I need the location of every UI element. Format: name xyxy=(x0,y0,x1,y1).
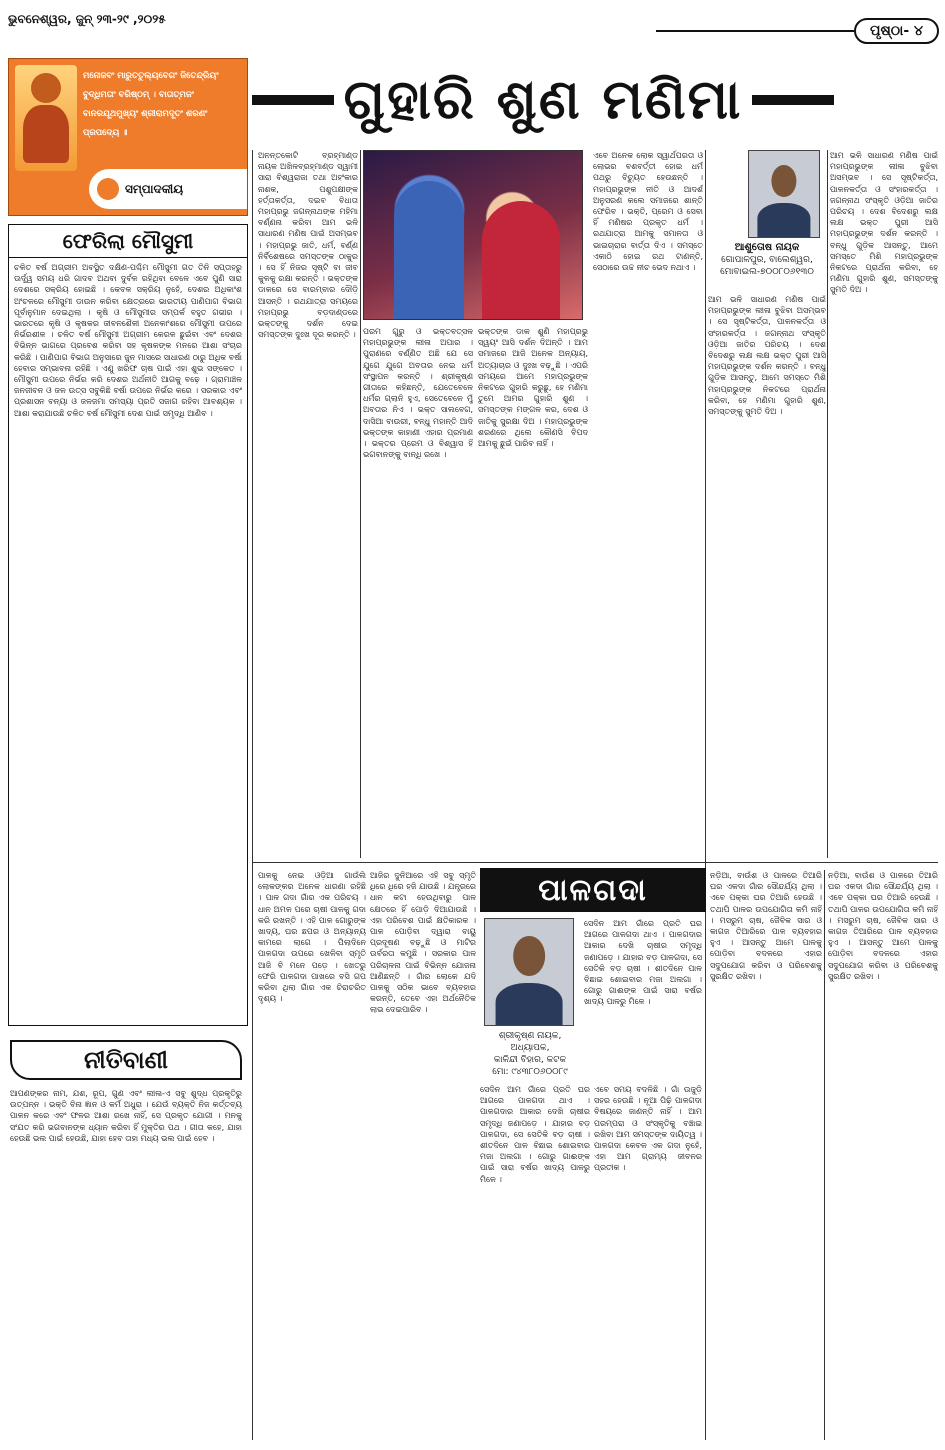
section-divider xyxy=(252,862,938,863)
column-rule xyxy=(252,150,253,1440)
lead-col-2: ପରମ ଗୁରୁ ଓ ଭକ୍ତବତ୍ସଳ ମହାପ୍ରଭୁଙ୍କ ଲୀଳା ଅପାର । ପୁରାଣରେ ବର୍ଣ୍ଣିତ ଅଛି ଯେ ସେ ଯୁଗେ ଯୁଗେ ଅବତାର ନେଇ ଧର୍ମ ସଂସ୍ଥାପନ କରନ୍ତି । ଶ୍ରୀକୃଷ୍ଣ ଗୀତାରେ କହିଛନ୍ତି, ଯେତେବେଳେ ଧର୍ମର ଗ୍ଲାନି ହୁଏ, ସେତେବେଳେ ମୁଁ ଅବତାର ନିଏ । ଭକ୍ତ ସାଲବେଗ, ଦାସିଆ ବାଉରୀ, ବନ୍ଧୁ ମହାନ୍ତି ଆଦି ଭକ୍ତଙ୍କ କାହାଣୀ ଏହାର ପ୍ରମାଣ । ଭକ୍ତର ପ୍ରେମ ଓ ବିଶ୍ୱାସ ହିଁ ଭଗବାନଙ୍କୁ ବାନ୍ଧି ରଖେ । xyxy=(363,327,473,460)
palagada-col-b: ଆଜିର ଦୁନିଆରେ ଏହି ସବୁ ସ୍ମୃତି ଧିରେ ଧିରେ ହଜି ଯାଉଛି । ଯନ୍ତ୍ରରେ ଧାନ କଟା ହେଉଥିବାରୁ ପାଳ କ୍ଷେତରେ ହିଁ ପୋଡ଼ି ଦିଆଯାଉଛି । ଏହା ପରିବେଶ ପାଇଁ କ୍ଷତିକାରକ । ପାଳ ପୋଡ଼ିବା ଦ୍ୱାରା ବାୟୁ ପ୍ରଦୂଷଣ ବଢ଼ୁଛି ଓ ମାଟିର ଉର୍ବରତା କମୁଛି । ସରକାର ପାଳ ପରିଚାଳନା ପାଇଁ ବିଭିନ୍ନ ଯୋଜନା ଆଣିଛନ୍ତି । ଗାଁର ଲୋକେ ଯଦି ପାଳକୁ ସଠିକ ଭାବେ ବ୍ୟବହାର କରନ୍ତି, ତେବେ ଏହା ଅର୍ଥନୈତିକ ଲାଭ ଦେଇପାରିବ । xyxy=(370,871,476,1015)
palagada-col-e: ନଡ଼ିଆ, ବାଉଁଶ ଓ ପାଳରେ ତିଆରି ଘର ଏକଦା ଗାଁର ସୌନ୍ଦର୍ଯ୍ୟ ଥିଲା । ଏବେ ପକ୍କା ଘର ତିଆରି ହେଉଛି । ତଥାପି ପାଳର ଉପଯୋଗିତା କମି ନାହିଁ । ମସରୁମ ଚାଷ, ଜୈବିକ ସାର ଓ କାଗଜ ତିଆରିରେ ପାଳ ବ୍ୟବହାର ହୁଏ । ଆସନ୍ତୁ ଆମେ ପାଳକୁ ପୋଡ଼ିବା ବଦଳରେ ଏହାର ସଦୁପଯୋଗ କରିବା ଓ ପରିବେଶକୁ ସୁରକ୍ଷିତ ରଖିବା । xyxy=(710,871,822,981)
palagada-col-f: ନଡ଼ିଆ, ବାଉଁଶ ଓ ପାଳରେ ତିଆରି ଘର ଏକଦା ଗାଁର ସୌନ୍ଦର୍ଯ୍ୟ ଥିଲା । ଏବେ ପକ୍କା ଘର ତିଆରି ହେଉଛି । ତଥାପି ପାଳର ଉପଯୋଗିତା କମି ନାହିଁ । ମସରୁମ ଚାଷ, ଜୈବିକ ସାର ଓ କାଗଜ ତିଆରିରେ ପାଳ ବ୍ୟବହାର ହୁଏ । ଆସନ୍ତୁ ଆମେ ପାଳକୁ ପୋଡ଼ିବା ବଦଳରେ ଏହାର ସଦୁପଯୋଗ କରିବା ଓ ପରିବେଶକୁ ସୁରକ୍ଷିତ ରଖିବା । xyxy=(828,871,938,981)
palagada-title: ପାଳଗଦା xyxy=(480,868,706,912)
palagada-col-c: ସେଦିନ ଆମ ଗାଁରେ ପ୍ରତି ଘର ଆଗରେ ପାଳଗଦା ଥାଏ । ପାଳଗଦାର ଆକାର ଦେଖି ଚାଷୀର ସମୃଦ୍ଧି ଜଣାପଡ଼େ । ଯାହାର ବଡ଼ ପାଳଗଦା, ସେ ସେତିକି ବଡ଼ ଚାଷୀ । ଶୀତଦିନେ ପାଳ ବିଛାଇ ଶୋଇବାର ମଜା ଅଲଗା । ଗୋରୁ ଗାଈଙ୍କ ପାଇଁ ସାରା ବର୍ଷର ଖାଦ୍ୟ ପାଳରୁ ମିଳେ । xyxy=(480,1085,590,1184)
byline-place: କାଳିନ୍ଦୀ ବିହାର, କଟକ xyxy=(493,1055,567,1065)
lead-col-3: ଭକ୍ତଙ୍କ ଡାକ ଶୁଣି ମହାପ୍ରଭୁ ସ୍ୱୟଂ ଆସି ଦର୍ଶନ ଦିଅନ୍ତି । ଆମ ସମାଜରେ ଆଜି ଅନେକ ଅନ୍ୟାୟ, ଅତ୍ୟାଚାର ଓ ଦୁଃଖ ବଢ଼ୁଛି । ଏପରି ସମୟରେ ଆମେ ମହାପ୍ରଭୁଙ୍କ ନିକଟରେ ଗୁହାରି କରୁଛୁ, ହେ ମଣିମା ତୁମେ ଆମର ଗୁହାରି ଶୁଣ । ସମସ୍ତଙ୍କ ମଙ୍ଗଳ କର, ଦେଶ ଓ ଜାତିକୁ ସୁରକ୍ଷା ଦିଅ । ମହାପ୍ରଭୁଙ୍କ ଶରଣରେ ଥିଲେ କୌଣସି ବିପଦ ଆମକୁ ଛୁଇଁ ପାରିବ ନାହିଁ । xyxy=(478,327,588,449)
byline-name: ଶ୍ରୀକୃଷ୍ଣ ନାୟକ, ଅଧ୍ୟାପକ, xyxy=(498,1031,562,1053)
krishna-radha-photo xyxy=(363,150,583,320)
byline-caption xyxy=(480,1030,580,1080)
editorial-box xyxy=(8,224,248,1026)
author-head-icon xyxy=(771,165,796,198)
byline-phone: ମୋ: ୯୪୩୮୦୬୦୦୮୯ xyxy=(492,1067,568,1077)
byline-body-icon xyxy=(496,983,563,1025)
lead-headline: ଗୁହାରି ଶୁଣ ମଣିମା xyxy=(343,68,743,131)
column-rule xyxy=(827,150,828,858)
byline-head-icon xyxy=(513,936,545,976)
author-caption xyxy=(708,242,826,290)
lead-col-4b: ଆମ ଭଳି ସାଧାରଣ ମଣିଷ ପାଇଁ ମହାପ୍ରଭୁଙ୍କ ଲୀଳା ବୁଝିବା ଅସମ୍ଭବ । ସେ ସୃଷ୍ଟିକର୍ତ୍ତା, ପାଳନକର୍ତ୍ତା ଓ ସଂହାରକର୍ତ୍ତା । ଜଗନ୍ନାଥ ସଂସ୍କୃତି ଓଡ଼ିଆ ଜାତିର ପରିଚୟ । ଦେଶ ବିଦେଶରୁ ଲକ୍ଷ ଲକ୍ଷ ଭକ୍ତ ପୁରୀ ଆସି ମହାପ୍ରଭୁଙ୍କ ଦର୍ଶନ କରନ୍ତି । ବନ୍ଧୁ ଗୁଡ଼ିକ ଆସନ୍ତୁ, ଆମେ ସମସ୍ତେ ମିଶି ମହାପ୍ରଭୁଙ୍କ ନିକଟରେ ପ୍ରାର୍ଥନା କରିବା, ହେ ମଣିମା ଗୁହାରି ଶୁଣ, ସମସ୍ତଙ୍କୁ ସୁମତି ଦିଅ । xyxy=(708,295,826,417)
author-phone: ମୋବାଇଲ-୭୦୦୮୦୬୧୩୦ xyxy=(720,267,814,277)
author-name: ଆଶୁତୋଷ ନାୟକ xyxy=(734,242,800,253)
masthead-box xyxy=(8,58,248,216)
headline-rule-left xyxy=(252,95,334,105)
editorial-logo-text: ସମ୍ପାଦକୀୟ xyxy=(125,181,184,196)
palagada-col-d: ଏବେ ସମୟ ବଦଳିଛି । ଗାଁ ଉଜୁଡ଼ି ସହର ହେଉଛି । ନୂଆ ପିଢ଼ି ପାଳଗଦା ବିଷୟରେ ଜାଣନ୍ତି ନାହିଁ । ଆମ ପରମ୍ପରା ଓ ସଂସ୍କୃତିକୁ ବଞ୍ଚାଇ ରଖିବା ଆମ ସମସ୍ତଙ୍କ ଦାୟିତ୍ୱ । ପାଳଗଦା କେବଳ ଏକ ଗଦା ନୁହେଁ, ଏହା ଆମ ଗ୍ରାମ୍ୟ ଜୀବନର ପ୍ରତୀକ । xyxy=(594,1085,702,1173)
byline-photo xyxy=(484,918,574,1026)
headline-rule-right xyxy=(752,95,834,105)
masthead-verse: ମନୋଜବଂ ମାରୁତତୁଲ୍ୟବେଗଂ ଜିତେନ୍ଦ୍ରିୟଂ ବୁଦ୍ଧିମତାଂ ବରିଷ୍ଠମ୍ । ବାତାତ୍ମଜଂ ବାନରଯୂଥମୁଖ୍ୟଂ ଶ୍ରୀରାମଦୂତଂ ଶରଣଂ ପ୍ରପଦ୍ୟେ ॥ xyxy=(83,71,219,138)
date-line: ଭୁବନେଶ୍ୱର, ଜୁନ୍ ୨୩-୨୯ ,୨୦୨୫ xyxy=(8,12,166,26)
page-number-badge: ପୃଷ୍ଠା- ୪ xyxy=(854,18,939,44)
author-photo xyxy=(748,150,820,238)
column-rule xyxy=(824,870,825,1440)
editorial-logo xyxy=(89,169,247,209)
editorial-title: ଫେରିଲା ମୌସୁମୀ xyxy=(9,225,247,258)
lead-headline-row xyxy=(252,60,834,140)
palagada-col-c-top: ସେଦିନ ଆମ ଗାଁରେ ପ୍ରତି ଘର ଆଗରେ ପାଳଗଦା ଥାଏ । ପାଳଗଦାର ଆକାର ଦେଖି ଚାଷୀର ସମୃଦ୍ଧି ଜଣାପଡ଼େ । ଯାହାର ବଡ଼ ପାଳଗଦା, ସେ ସେତିକି ବଡ଼ ଚାଷୀ । ଶୀତଦିନେ ପାଳ ବିଛାଇ ଶୋଇବାର ମଜା ଅଲଗା । ଗୋରୁ ଗାଈଙ୍କ ପାଇଁ ସାରା ବର୍ଷର ଖାଦ୍ୟ ପାଳରୁ ମିଳେ । xyxy=(584,919,702,1007)
editorial-body: ଚଳିତ ବର୍ଷ ଅଗ୍ରୀମ ଅବସ୍ଥିତ ଦକ୍ଷିଣ-ପଶ୍ଚିମ ମୌସୁମୀ ଗତ ତିନି ସପ୍ତାହରୁ ଊର୍ଦ୍ଧ୍ୱ ସମୟ ଧରି ଗାଦବ ଅଥବା ଦୁର୍ବଳ ରହିଥିବା ବେଳେ ଏବେ ପୁଣି ସାରା ଦେଶରେ ସକ୍ରିୟ ହୋଇଛି । କେବଳ ସକ୍ରିୟ ନୁହେଁ, ଦେଶର ଅଧିକାଂଶ ଅଂଚଳରେ ମୌସୁମୀ ଡାଉନ କରିବା କ୍ଷେତ୍ରରେ ଭାରତୀୟ ପାଣିପାଗ ବିଭାଗ ପୂର୍ବାନୁମାନ ଦେଇଥିଲା । କୃଷି ଓ ମୌସୁମୀର ସମ୍ପର୍କ ବହୁତ ଗଭୀର । ଭାରତରେ କୃଷି ଓ କୃଷକର ଜୀବନଶୈଳୀ ଅନେକାଂଶରେ ମୌସୁମୀ ଉପରେ ନିର୍ଭରଶୀଳ । ଚଳିତ ବର୍ଷ ମୌସୁମୀ ଅଗ୍ରୀମ କେରଳ ଛୁଇଁବା ଏବଂ ଦେଶର ବିଭିନ୍ନ ଭାଗରେ ପ୍ରବେଶ କରିବା ସହ କୃଷକଙ୍କ ମନରେ ଆଶା ସଂଚାର କରିଛି । ପାଣିପାଗ ବିଭାଗ ଅନୁସାରେ ଜୁନ ମାସରେ ସାଧାରଣ ଠାରୁ ଅଧିକ ବର୍ଷା ହେବାର ସମ୍ଭାବନା ରହିଛି । ଏଣୁ ଖରିଫ ଚାଷ ପାଇଁ ଏହା ଶୁଭ ସଙ୍କେତ । ମୌସୁମୀ ଉପରେ ନିର୍ଭର କରି ଦେଶର ଅର୍ଥନୀତି ଆଗକୁ ବଢ଼େ । ଗ୍ରାମାଞ୍ଚଳ ଜନଜୀବନ ଓ ଜଳ ଉତ୍ସ ସବୁକିଛି ବର୍ଷା ଉପରେ ନିର୍ଭର କରେ । ସରକାର ଏବଂ ପ୍ରଶାସନ ବନ୍ୟା ଓ ଜଳଜମା ସମସ୍ୟା ପ୍ରତି ସଜାଗ ରହିବା ଆବଶ୍ୟକ । ଆଶା କରାଯାଉଛି ଚଳିତ ବର୍ଷ ମୌସୁମୀ ଦେଶ ପାଇଁ ସମୃଦ୍ଧି ଆଣିବ । xyxy=(14,263,242,418)
niti-title: ନୀତିବାଣୀ xyxy=(10,1040,242,1080)
radha-figure-icon xyxy=(482,201,560,320)
hanuman-illustration-icon xyxy=(15,65,77,171)
niti-body: ଆପଣଙ୍କର ନାମ, ଯଶ, ରୂପ, ଗୁଣ ଏବଂ ଲୀଳା-ଏ ସବୁ ଶୁଦ୍ଧ ପ୍ରକୃତିରୁ ଉତ୍ପନ୍ନ । ଭକ୍ତି ବିନା ଜ୍ଞାନ ଓ କର୍ମ ଅଧୁରା । ଯେଉଁ ବ୍ୟକ୍ତି ନିଜ କର୍ତ୍ତବ୍ୟ ପାଳନ କରେ ଏବଂ ଫଳର ଆଶା ରଖେ ନାହିଁ, ସେ ପ୍ରକୃତ ଯୋଗୀ । ମନକୁ ସଂଯତ କରି ଭଗବାନଙ୍କ ଧ୍ୟାନ କରିବା ହିଁ ମୁକ୍ତିର ପଥ । ଗୀତା କହେ, ଯାହା ହେଉଛି ଭଲ ପାଇଁ ହେଉଛି, ଯାହା ହେବ ତାହା ମଧ୍ୟ ଭଲ ପାଇଁ ହେବ । xyxy=(10,1089,242,1143)
palagada-col-a: ପାଳକୁ ନେଇ ଓଡ଼ିଆ ଗାଉଁଲି ଲୋକଙ୍କର ଅନେକ ଧାରଣା ରହିଛି । ପାଳ ଗଦା ଗାଁର ଏକ ପରିଚୟ । ଧାନ ଅମଳ ପରେ ଚାଷୀ ପାଳକୁ ଗଦା କରି ରଖନ୍ତି । ଏହି ପାଳ ଗୋରୁଙ୍କ ଖାଦ୍ୟ, ଘର ଛପର ଓ ଅନ୍ୟାନ୍ୟ କାମରେ ଲାଗେ । ପିଲାଦିନେ ପାଳଗଦା ଉପରେ ଖେଳିବା ସ୍ମୃତି ଆଜି ବି ମନେ ପଡ଼େ । ଖେତରୁ ଫେରି ପାଳଗଦା ପାଖରେ ବସି ଗପ କରିବା ଥିଲା ଗାଁର ଏକ ଚିରାଚରିତ ଦୃଶ୍ୟ । xyxy=(258,871,366,1004)
lead-col-4: ଏବେ ଅନେକ ଲୋକ ସ୍ୱାର୍ଥପରତା ଓ ଲୋଭର ବଶବର୍ତ୍ତୀ ହୋଇ ଧର୍ମ ପଥରୁ ବିଚ୍ୟୁତ ହେଉଛନ୍ତି । ମହାପ୍ରଭୁଙ୍କ ନୀତି ଓ ଆଦର୍ଶ ଅନୁସରଣ କଲେ ସମାଜରେ ଶାନ୍ତି ଫେରିବ । ଭକ୍ତି, ପ୍ରେମ ଓ ସେବା ହିଁ ମଣିଷର ପ୍ରକୃତ ଧର୍ମ । ରଥଯାତ୍ରା ଆମକୁ ସମାନତା ଓ ଭାଇଚାରାର ବାର୍ତ୍ତା ଦିଏ । ସମସ୍ତେ ଏକାଠି ହୋଇ ରଥ ଟାଣନ୍ତି, ସେଠାରେ ଉଚ୍ଚ ନୀଚ ଭେଦ ନଥାଏ । xyxy=(593,151,703,273)
author-body-icon xyxy=(757,203,810,237)
author-place: ଗୋପାଳପୁର, ବାଲେଶ୍ୱର, xyxy=(721,255,813,265)
lead-col-1: ଅନନ୍ତକୋଟି ବ୍ରହ୍ମାଣ୍ଡ ନାୟକ ଅଖିଳବ୍ରହ୍ମାଣ୍ଡ ସ୍ୱାମୀ ସାରା ବିଶ୍ୱରାଜା ତଥା ଅହଂକାର ନାଶକ, ପଶୁପକ୍ଷୀଙ୍କ ହର୍ତ୍ତାକର୍ତ୍ତା, ଦଇବ ବିଧାତା ମହାପ୍ରଭୁ ଜଗନ୍ନାଥଙ୍କ ମହିମା ବର୍ଣ୍ଣନା କରିବା ଆମ ଭଳି ସାଧାରଣ ମଣିଷ ପାଇଁ ଅସମ୍ଭବ । ମହାପ୍ରଭୁ ଜାତି, ଧର୍ମ, ବର୍ଣ୍ଣ ନିର୍ବିଶେଷରେ ସମସ୍ତଙ୍କ ଠାକୁର । ସେ ହିଁ ନିଜର ସୃଷ୍ଟି ବା ଜୀବ କୁଳକୁ ରକ୍ଷା କରନ୍ତି । ଭକ୍ତଙ୍କ ଡାକରେ ସେ ବାରମ୍ବାର ଦୌଡ଼ି ଆସନ୍ତି । ରଥଯାତ୍ରା ସମୟରେ ମହାପ୍ରଭୁ ବଡ଼ଦାଣ୍ଡରେ ଭକ୍ତଙ୍କୁ ଦର୍ଶନ ଦେଇ ସମସ୍ତଙ୍କ ଦୁଃଖ ଦୂର କରନ୍ତି । xyxy=(258,151,358,340)
krishna-figure-icon xyxy=(394,181,464,320)
lead-col-5: ଆମ ଭଳି ସାଧାରଣ ମଣିଷ ପାଇଁ ମହାପ୍ରଭୁଙ୍କ ଲୀଳା ବୁଝିବା ଅସମ୍ଭବ । ସେ ସୃଷ୍ଟିକର୍ତ୍ତା, ପାଳନକର୍ତ୍ତା ଓ ସଂହାରକର୍ତ୍ତା । ଜଗନ୍ନାଥ ସଂସ୍କୃତି ଓଡ଼ିଆ ଜାତିର ପରିଚୟ । ଦେଶ ବିଦେଶରୁ ଲକ୍ଷ ଲକ୍ଷ ଭକ୍ତ ପୁରୀ ଆସି ମହାପ୍ରଭୁଙ୍କ ଦର୍ଶନ କରନ୍ତି । ବନ୍ଧୁ ଗୁଡ଼ିକ ଆସନ୍ତୁ, ଆମେ ସମସ୍ତେ ମିଶି ମହାପ୍ରଭୁଙ୍କ ନିକଟରେ ପ୍ରାର୍ଥନା କରିବା, ହେ ମଣିମା ଗୁହାରି ଶୁଣ, ସମସ୍ତଙ୍କୁ ସୁମତି ଦିଅ । xyxy=(830,151,938,295)
column-rule xyxy=(705,150,706,1440)
column-rule xyxy=(360,150,361,858)
pen-icon xyxy=(97,178,119,200)
